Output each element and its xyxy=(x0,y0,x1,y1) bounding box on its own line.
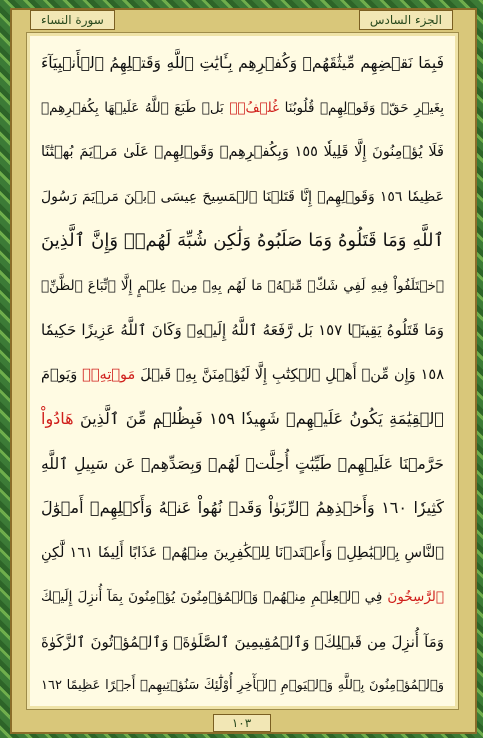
surah-label: سورة النساء xyxy=(30,10,115,30)
highlighted-word: مَوۡتِهِۦۖ xyxy=(82,366,136,383)
text-line-8 xyxy=(41,353,444,398)
text-segment: فَلَا يُؤۡمِنُونَ إِلَّا قَلِيلٗا ١٥٥ وَبِكُفۡرِهِمۡ وَقَوۡلِهِمۡ عَلَىٰ مَرۡيَمَ بُهۡتَٰنًا xyxy=(41,144,444,160)
text-segment: ٱلۡقِيَٰمَةِ يَكُونُ عَلَيۡهِمۡ شَهِيدٗا ١٥٩ فَبِظُلۡمٖ مِّنَ ٱلَّذِينَ xyxy=(73,409,444,428)
text-line-1 xyxy=(41,41,444,86)
text-segment: ٱللَّهِ وَمَا قَتَلُوهُ وَمَا صَلَبُوهُ وَلَٰكِن شُبِّهَ لَهُمۡۚ وَإِنَّ ٱلَّذِينَ xyxy=(41,230,444,251)
text-lines xyxy=(41,41,444,701)
highlighted-word: هَادُواْ xyxy=(41,409,74,428)
text-line-11 xyxy=(41,486,444,531)
text-segment: وَمَا قَتَلُوهُ يَقِينَۢا ١٥٧ بَل رَّفَعَهُ ٱللَّهُ إِلَيۡهِۚ وَكَانَ ٱللَّهُ عَزِيزًا حَكِيمٗا xyxy=(41,321,444,339)
text-segment: عَظِيمٗا ١٥٦ وَقَوۡلِهِمۡ إِنَّا قَتَلۡنَا ٱلۡمَسِيحَ عِيسَى ٱبۡنَ مَرۡيَمَ رَسُولَ xyxy=(41,188,444,205)
text-segment: بَلۡ طَبَعَ ٱللَّهُ عَلَيۡهَا بِكُفۡرِهِمۡ xyxy=(41,99,230,116)
text-line-12 xyxy=(41,531,444,576)
text-line-4 xyxy=(41,175,444,220)
text-segment: وَيَوۡمَ xyxy=(41,366,83,383)
text-segment: حَرَّمۡنَا عَلَيۡهِمۡ طَيِّبَٰتٍ أُحِلَّتۡ لَهُمۡ وَبِصَدِّهِمۡ عَن سَبِيلِ ٱللَّهِ xyxy=(41,454,444,473)
text-line-7 xyxy=(41,308,444,353)
text-segment: ٱلنَّاسِ بِٱلۡبَٰطِلِۚ وَأَعۡتَدۡنَا لِلۡكَٰفِرِينَ مِنۡهُمۡ عَذَابًا أَلِيمٗا ١٦١ لَّٰكِنِ xyxy=(41,544,444,561)
page-header xyxy=(22,10,461,30)
text-segment: وَٱلۡمُؤۡمِنُونَ بِٱللَّهِ وَٱلۡيَوۡمِ ٱلۡأٓخِرِ أُوْلَٰٓئِكَ سَنُؤۡتِيهِمۡ أَجۡرًا عَظِيمًا ١٦٢ xyxy=(41,678,444,693)
highlighted-word: غُلۡفُۢۚ xyxy=(229,99,280,116)
text-segment: وَمَآ أُنزِلَ مِن قَبۡلِكَۚ وَٱلۡمُقِيمِينَ ٱلصَّلَوٰةَۚ وَٱلۡمُؤۡتُونَ ٱلزَّكَوٰةَ xyxy=(41,632,444,651)
highlighted-word: ٱلرَّٰسِخُونَ xyxy=(387,589,444,605)
quran-page xyxy=(26,32,459,710)
text-segment: ٱخۡتَلَفُواْ فِيهِ لَفِي شَكّٖ مِّنۡهُۚ مَا لَهُم بِهِۦ مِنۡ عِلۡمٍ إِلَّا ٱتِّبَاعَ ٱلظَّنِّۚ xyxy=(41,277,444,294)
text-line-15 xyxy=(41,664,444,709)
text-line-5 xyxy=(41,219,444,264)
text-segment: فِي ٱلۡعِلۡمِ مِنۡهُمۡ وَٱلۡمُؤۡمِنُونَ يُؤۡمِنُونَ بِمَآ أُنزِلَ إِلَيۡكَ xyxy=(41,589,388,605)
text-segment: كَثِيرٗا ١٦٠ وَأَخۡذِهِمُ ٱلرِّبَوٰاْ وَقَدۡ نُهُواْ عَنۡهُ وَأَكۡلِهِمۡ أَمۡوَٰلَ xyxy=(41,498,444,517)
text-line-10 xyxy=(41,442,444,487)
page-number: ١٠٣ xyxy=(213,714,271,732)
text-line-2 xyxy=(41,86,444,131)
text-segment: بِغَيۡرِ حَقّٖ وَقَوۡلِهِمۡ قُلُوبُنَا xyxy=(279,99,444,116)
text-segment: فَبِمَا نَقۡضِهِم مِّيثَٰقَهُمۡ وَكُفۡرِهِم بِـَٔايَٰتِ ٱللَّهِ وَقَتۡلِهِمُ ٱلۡأَنۢبِيَآءَ xyxy=(41,54,444,72)
page-footer xyxy=(0,712,483,732)
text-line-9 xyxy=(41,397,444,442)
text-line-3 xyxy=(41,130,444,175)
text-line-6 xyxy=(41,264,444,309)
text-line-14 xyxy=(41,620,444,665)
text-line-13 xyxy=(41,575,444,620)
text-segment: ١٥٨ وَإِن مِّنۡ أَهۡلِ ٱلۡكِتَٰبِ إِلَّا لَيُؤۡمِنَنَّ بِهِۦ قَبۡلَ xyxy=(135,366,444,383)
juz-label: الجزء السادس xyxy=(359,10,453,30)
